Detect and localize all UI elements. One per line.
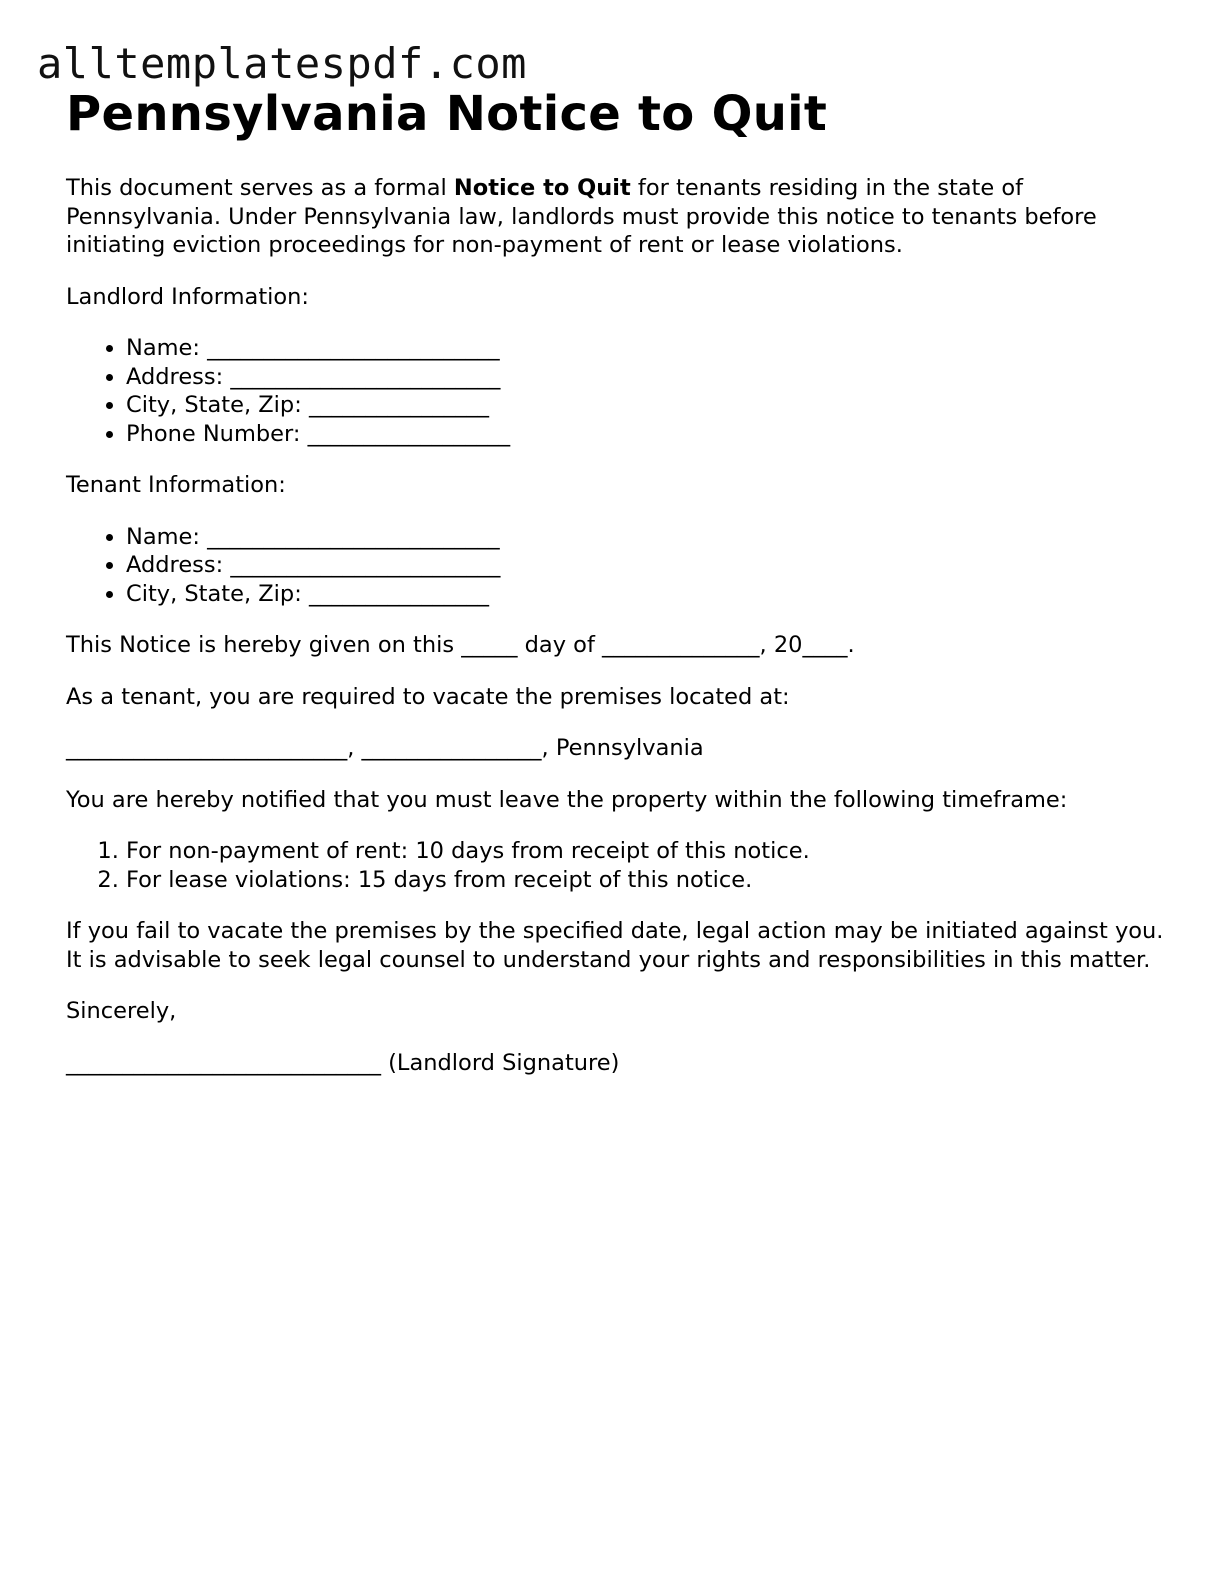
timeframe-item-nonpayment: 1. For non-payment of rent: 10 days from receipt of this notice.	[126, 837, 1166, 866]
closing-salutation: Sincerely,	[66, 998, 177, 1024]
landlord-address-field[interactable]: ________________________	[230, 363, 501, 390]
landlord-info-list	[66, 334, 1166, 448]
tenant-address-field[interactable]: ________________________	[230, 552, 501, 578]
legal-warning-paragraph: If you fail to vacate the premises by the specified date, legal action may be initiated against you. It is advisable to seek legal counsel to understand your rights and responsibilities in this matter.	[66, 918, 1164, 973]
landlord-name-item	[126, 334, 1166, 363]
watermark-text: alltemplatespdf.com	[37, 39, 527, 88]
timeframe-intro: You are hereby notified that you must leave the property within the following timeframe:	[66, 786, 1068, 813]
intro-text-start: This document serves as a formal	[66, 175, 454, 201]
landlord-address-label: Address:	[126, 363, 224, 390]
tenant-address-item	[126, 551, 1166, 580]
landlord-address-item	[126, 363, 1166, 392]
intro-paragraph	[66, 174, 1166, 260]
document-title: Pennsylvania Notice to Quit	[66, 86, 828, 142]
tenant-city-label: City, State, Zip:	[126, 580, 302, 607]
landlord-city-field[interactable]: ________________	[308, 392, 489, 418]
tenant-city-item	[126, 580, 1166, 609]
timeframe-list	[66, 837, 1166, 894]
tenant-info-list	[66, 523, 1166, 609]
tenant-address-label: Address:	[126, 552, 224, 578]
timeframe-item-violations: 2. For lease violations: 15 days from receipt of this notice.	[126, 866, 1166, 895]
landlord-name-label: Name:	[126, 335, 200, 361]
vacate-intro: As a tenant, you are required to vacate the premises located at:	[66, 683, 790, 710]
landlord-signature-line: ____________________________ (Landlord Signature)	[66, 1049, 620, 1076]
intro-text-end: for tenants residing in the state of Pennsylvania. Under Pennsylvania law, landlords must provide this notice to tenants before initiating eviction proceedings for non-payment of rent or lease violations.	[66, 175, 1097, 258]
document-body	[66, 86, 1166, 1077]
tenant-name-field[interactable]: __________________________	[207, 523, 500, 550]
landlord-city-label: City, State, Zip:	[126, 392, 302, 418]
landlord-phone-item	[126, 420, 1166, 449]
tenant-city-field[interactable]: ________________	[308, 580, 489, 607]
tenant-info-heading: Tenant Information:	[66, 472, 286, 498]
landlord-info-heading: Landlord Information:	[66, 283, 309, 310]
landlord-city-item	[126, 391, 1166, 420]
intro-bold-term: Notice to Quit	[453, 175, 631, 201]
landlord-phone-field[interactable]: __________________	[307, 420, 511, 447]
tenant-name-item	[126, 523, 1166, 552]
tenant-name-label: Name:	[126, 523, 200, 550]
landlord-name-field[interactable]: __________________________	[207, 335, 500, 361]
landlord-phone-label: Phone Number:	[126, 420, 301, 447]
premises-address-line: _________________________, ________________, Pennsylvania	[66, 735, 704, 761]
notice-date-line: This Notice is hereby given on this _____ day of ______________, 20____.	[66, 632, 855, 658]
